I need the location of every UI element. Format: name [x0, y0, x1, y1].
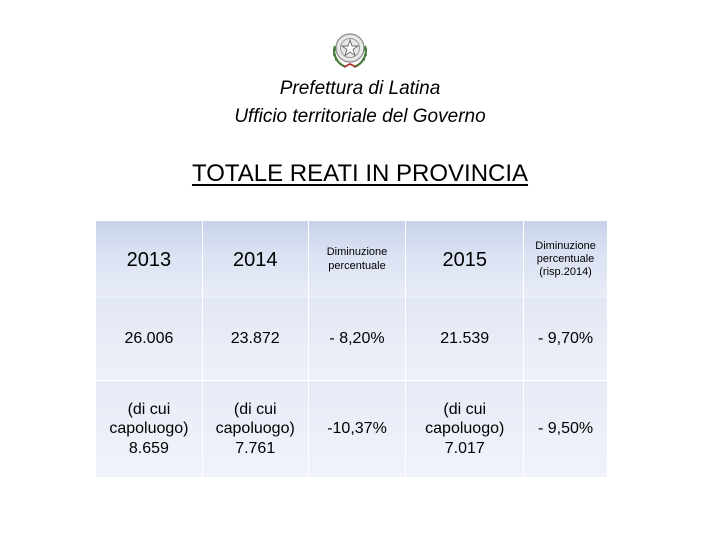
table-header-row	[96, 221, 608, 298]
table-row	[96, 298, 608, 381]
capoluogo-2013: (di cui capoluogo) 8.659	[96, 381, 203, 478]
italian-republic-emblem-icon	[328, 26, 372, 72]
page-title-text: TOTALE REATI IN PROVINCIA	[191, 160, 529, 187]
capoluogo-2015: (di cui capoluogo) 7.017	[406, 381, 524, 478]
header-2013: 2013	[96, 221, 203, 298]
total-decrease-2014: - 8,20%	[308, 298, 406, 381]
page-title	[0, 160, 720, 188]
header-decrease-pct: Diminuzione percentuale	[308, 221, 406, 298]
header-2014: 2014	[202, 221, 308, 298]
office-subtitle: Ufficio territoriale del Governo	[234, 106, 486, 127]
total-decrease-2015: - 9,70%	[524, 298, 608, 381]
capoluogo-decrease-2014: -10,37%	[308, 381, 406, 478]
total-2015: 21.539	[406, 298, 524, 381]
total-2014: 23.872	[202, 298, 308, 381]
header-2015: 2015	[406, 221, 524, 298]
crime-totals-table	[95, 221, 608, 477]
table-row	[96, 381, 608, 478]
capoluogo-2014: (di cui capoluogo) 7.761	[202, 381, 308, 478]
capoluogo-decrease-2015: - 9,50%	[524, 381, 608, 478]
header-decrease-pct-vs-2014: Diminuzione percentuale (risp.2014)	[524, 221, 608, 298]
office-name: Prefettura di Latina	[279, 78, 441, 99]
total-2013: 26.006	[96, 298, 203, 381]
